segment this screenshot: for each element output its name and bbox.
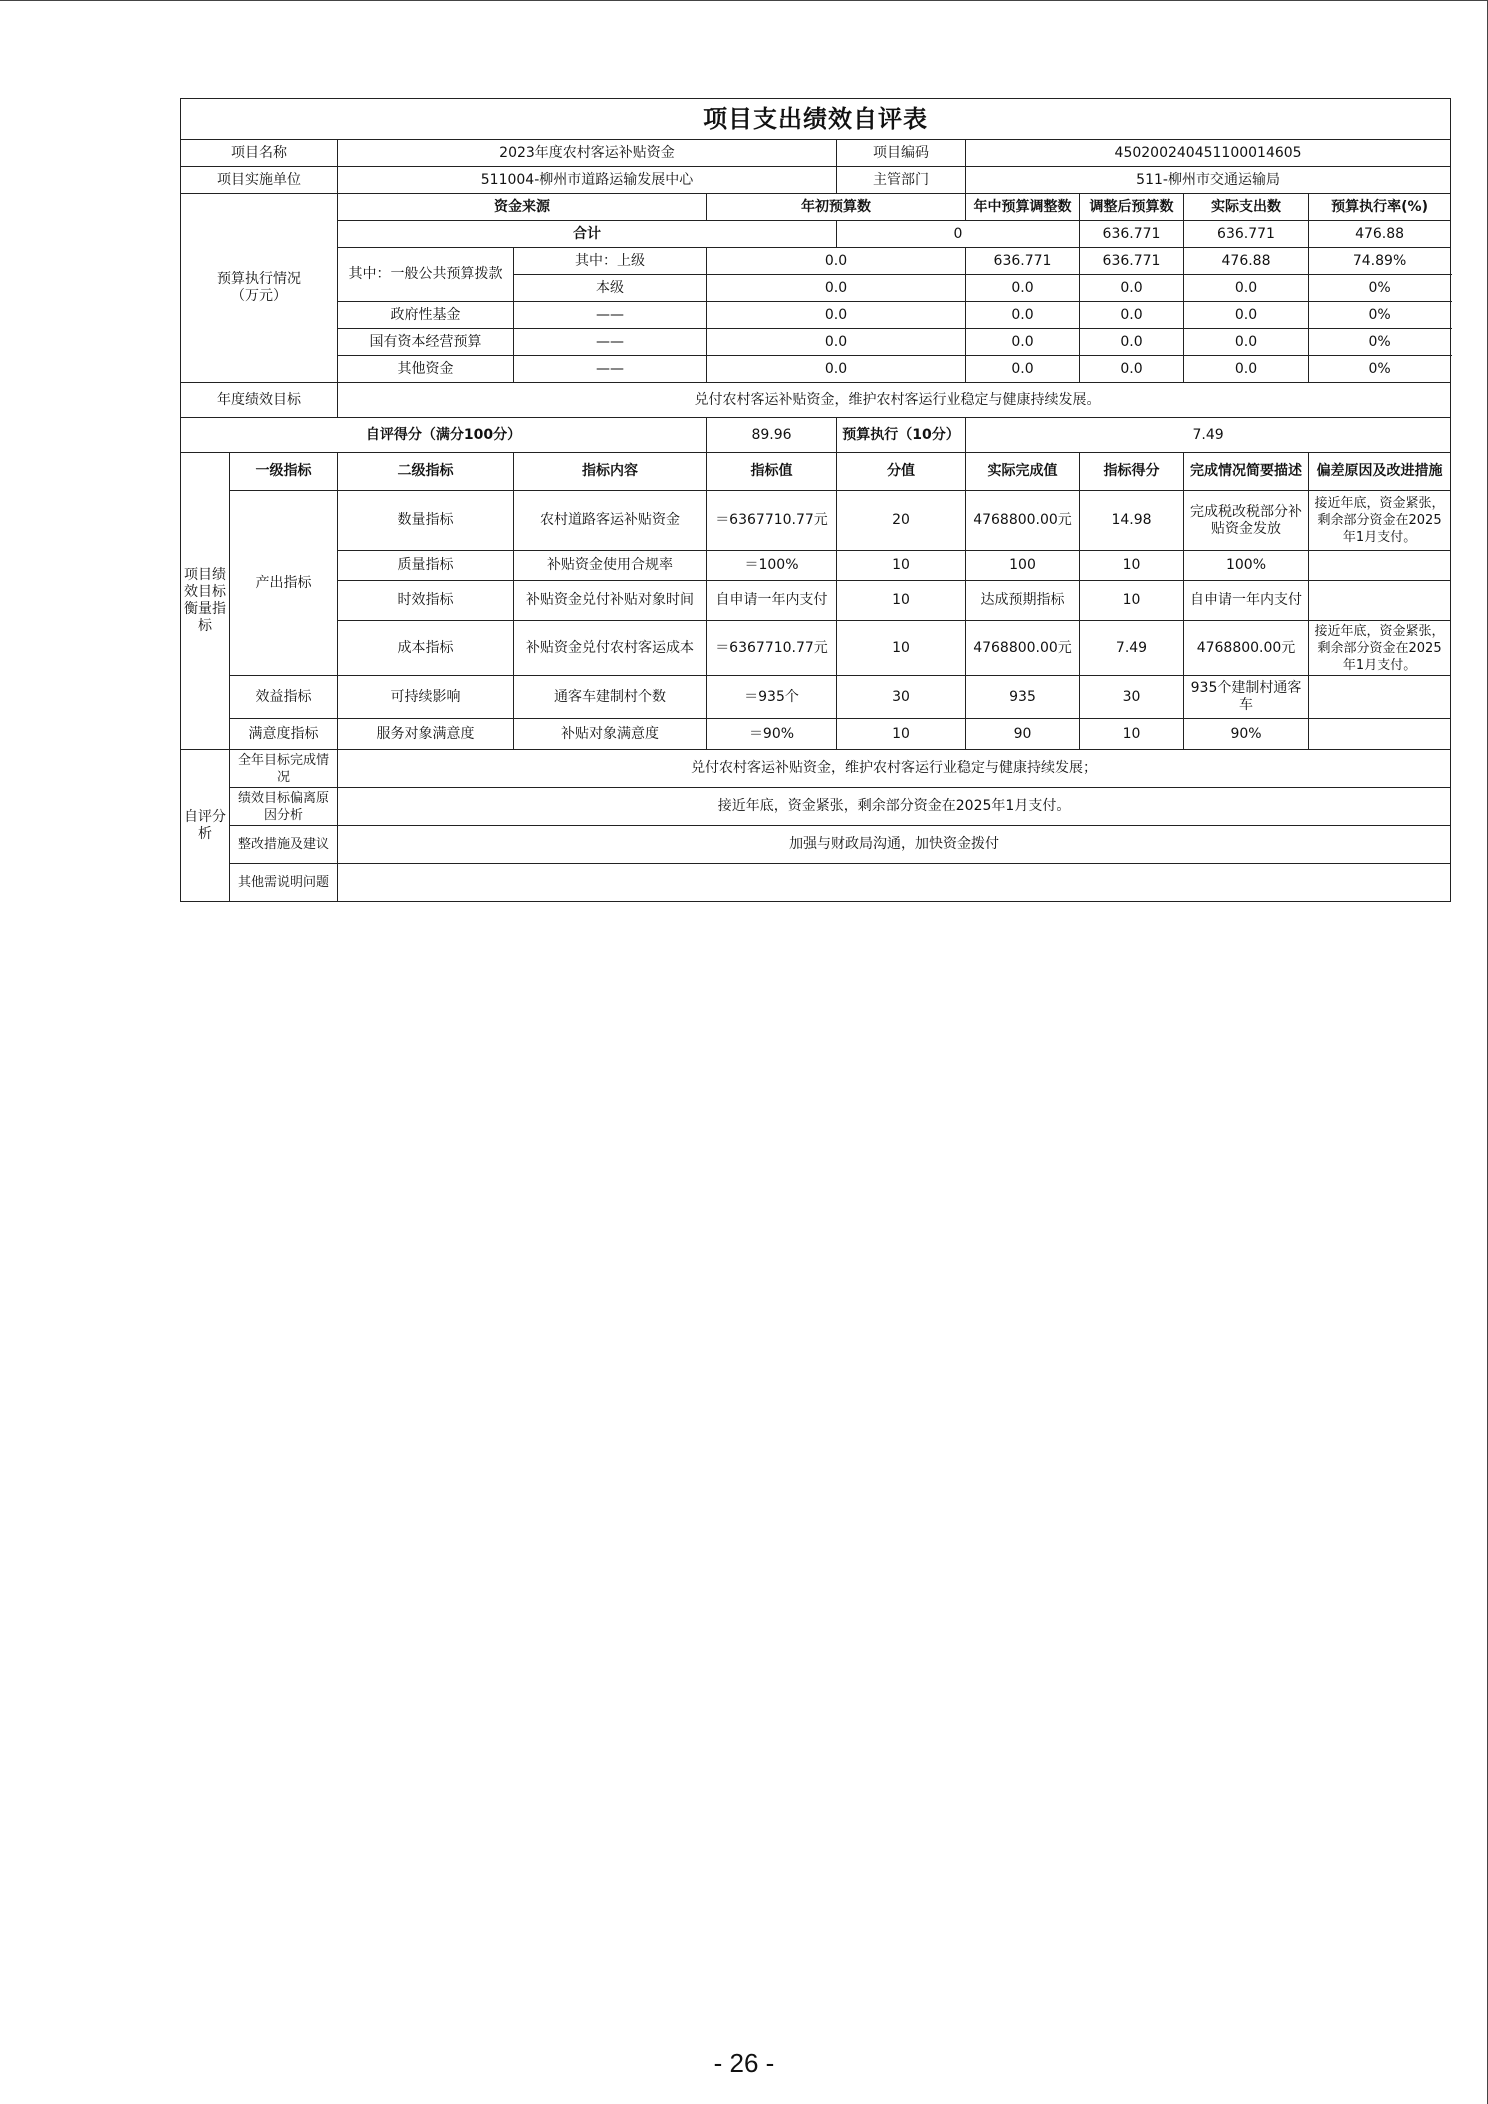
upper-rate: 74.89% (1309, 248, 1451, 275)
unit-label: 项目实施单位 (181, 167, 338, 194)
gov-fund-adjusted: 0.0 (1080, 302, 1184, 329)
self-evaluation-table (180, 98, 1451, 902)
general-budget-label: 其中：一般公共预算拨款 (338, 248, 514, 302)
upper-label: 其中：上级 (514, 248, 707, 275)
total-adjust: 636.771 (1080, 221, 1184, 248)
ind-header-score: 指标得分 (1080, 453, 1184, 491)
ind-row-weight: 10 (837, 551, 966, 581)
project-code: 450200240451100014605 (966, 140, 1451, 167)
analysis-text: 兑付农村客运补贴资金，维护农村客运行业稳定与健康持续发展； (338, 750, 1451, 788)
local-initial: 0.0 (707, 275, 966, 302)
ind-row-level2: 时效指标 (338, 581, 514, 621)
ind-row-reason: 接近年底，资金紧张，剩余部分资金在2025年1月支付。 (1309, 621, 1451, 676)
satisfaction-reason (1309, 719, 1451, 750)
gov-fund-adjust: 0.0 (966, 302, 1080, 329)
satisfaction-actual: 90 (966, 719, 1080, 750)
output-indicator-label: 产出指标 (230, 491, 338, 676)
state-capital-initial: 0.0 (707, 329, 966, 356)
local-actual: 0.0 (1184, 275, 1309, 302)
other-fund-dash: —— (514, 356, 707, 383)
upper-adjust: 636.771 (966, 248, 1080, 275)
benefit-level2: 可持续影响 (338, 676, 514, 719)
ind-row-content: 补贴资金兑付补贴对象时间 (514, 581, 707, 621)
gov-fund-rate: 0% (1309, 302, 1451, 329)
ind-header-level1: 一级指标 (230, 453, 338, 491)
budget-header-rate: 预算执行率(%) (1309, 194, 1451, 221)
annual-goal-label: 年度绩效目标 (181, 383, 338, 418)
satisfaction-score: 10 (1080, 719, 1184, 750)
ind-row-desc: 100% (1184, 551, 1309, 581)
other-fund-adjust: 0.0 (966, 356, 1080, 383)
ind-row-reason: 接近年底，资金紧张，剩余部分资金在2025年1月支付。 (1309, 491, 1451, 551)
ind-row-score: 10 (1080, 551, 1184, 581)
state-capital-adjusted: 0.0 (1080, 329, 1184, 356)
benefit-weight: 30 (837, 676, 966, 719)
ind-row-target: ＝6367710.77元 (707, 621, 837, 676)
satisfaction-level2: 服务对象满意度 (338, 719, 514, 750)
ind-row-actual: 4768800.00元 (966, 621, 1080, 676)
ind-row-content: 补贴资金兑付农村客运成本 (514, 621, 707, 676)
gov-fund-dash: —— (514, 302, 707, 329)
page-number: - 26 - (713, 2048, 775, 2078)
indicator-section-label: 项目绩效目标衡量指标 (181, 453, 230, 750)
ind-row-level2: 数量指标 (338, 491, 514, 551)
analysis-section-label: 自评分析 (181, 750, 230, 902)
analysis-text: 接近年底，资金紧张，剩余部分资金在2025年1月支付。 (338, 788, 1451, 826)
ind-row-actual: 100 (966, 551, 1080, 581)
satisfaction-weight: 10 (837, 719, 966, 750)
ind-row-level2: 质量指标 (338, 551, 514, 581)
form-title: 项目支出绩效自评表 (181, 99, 1451, 140)
benefit-content: 通客车建制村个数 (514, 676, 707, 719)
ind-row-content: 补贴资金使用合规率 (514, 551, 707, 581)
page-top-border (0, 0, 1488, 1)
analysis-text (338, 864, 1451, 902)
other-fund-adjusted: 0.0 (1080, 356, 1184, 383)
self-score-value: 89.96 (707, 418, 837, 453)
benefit-score: 30 (1080, 676, 1184, 719)
benefit-reason (1309, 676, 1451, 719)
ind-row-score: 10 (1080, 581, 1184, 621)
ind-row-desc: 4768800.00元 (1184, 621, 1309, 676)
other-fund-label: 其他资金 (338, 356, 514, 383)
satisfaction-desc: 90% (1184, 719, 1309, 750)
local-rate: 0% (1309, 275, 1451, 302)
analysis-label: 整改措施及建议 (230, 826, 338, 864)
total-adjusted: 636.771 (1184, 221, 1309, 248)
satisfaction-target: ＝90% (707, 719, 837, 750)
analysis-text: 加强与财政局沟通，加快资金拨付 (338, 826, 1451, 864)
state-capital-adjust: 0.0 (966, 329, 1080, 356)
ind-row-weight: 10 (837, 581, 966, 621)
budget-section-label-line2: （万元） (231, 288, 287, 304)
dept-label: 主管部门 (837, 167, 966, 194)
budget-header-adjust: 年中预算调整数 (966, 194, 1080, 221)
budget-section-label-line1: 预算执行情况 (217, 271, 301, 287)
ind-row-desc: 完成税改税部分补贴资金发放 (1184, 491, 1309, 551)
ind-row-weight: 20 (837, 491, 966, 551)
budget-header-source: 资金来源 (338, 194, 707, 221)
ind-row-target: ＝100% (707, 551, 837, 581)
other-fund-rate: 0% (1309, 356, 1451, 383)
budget-section-label (181, 194, 338, 383)
benefit-level1: 效益指标 (230, 676, 338, 719)
gov-fund-initial: 0.0 (707, 302, 966, 329)
state-capital-label: 国有资本经营预算 (338, 329, 514, 356)
upper-initial: 0.0 (707, 248, 966, 275)
other-fund-actual: 0.0 (1184, 356, 1309, 383)
project-code-label: 项目编码 (837, 140, 966, 167)
ind-header-level2: 二级指标 (338, 453, 514, 491)
ind-row-level2: 成本指标 (338, 621, 514, 676)
ind-header-content: 指标内容 (514, 453, 707, 491)
ind-row-score: 7.49 (1080, 621, 1184, 676)
ind-row-reason (1309, 551, 1451, 581)
local-label: 本级 (514, 275, 707, 302)
total-actual: 476.88 (1309, 221, 1451, 248)
ind-row-actual: 4768800.00元 (966, 491, 1080, 551)
state-capital-dash: —— (514, 329, 707, 356)
ind-row-reason (1309, 581, 1451, 621)
analysis-label: 绩效目标偏离原因分析 (230, 788, 338, 826)
budget-header-actual: 实际支出数 (1184, 194, 1309, 221)
unit-value: 511004-柳州市道路运输发展中心 (338, 167, 837, 194)
budget-exec-value: 7.49 (966, 418, 1451, 453)
gov-fund-label: 政府性基金 (338, 302, 514, 329)
ind-row-target: ＝6367710.77元 (707, 491, 837, 551)
ind-header-target: 指标值 (707, 453, 837, 491)
local-adjust: 0.0 (966, 275, 1080, 302)
satisfaction-content: 补贴对象满意度 (514, 719, 707, 750)
ind-row-actual: 达成预期指标 (966, 581, 1080, 621)
ind-header-desc: 完成情况简要描述 (1184, 453, 1309, 491)
benefit-desc: 935个建制村通客车 (1184, 676, 1309, 719)
upper-actual: 476.88 (1184, 248, 1309, 275)
benefit-target: ＝935个 (707, 676, 837, 719)
project-name: 2023年度农村客运补贴资金 (338, 140, 837, 167)
other-fund-initial: 0.0 (707, 356, 966, 383)
dept-value: 511-柳州市交通运输局 (966, 167, 1451, 194)
ind-header-actual: 实际完成值 (966, 453, 1080, 491)
analysis-label: 其他需说明问题 (230, 864, 338, 902)
ind-row-weight: 10 (837, 621, 966, 676)
total-label: 合计 (338, 221, 837, 248)
total-initial: 0 (837, 221, 1080, 248)
ind-row-content: 农村道路客运补贴资金 (514, 491, 707, 551)
budget-header-initial: 年初预算数 (707, 194, 966, 221)
state-capital-actual: 0.0 (1184, 329, 1309, 356)
satisfaction-level1: 满意度指标 (230, 719, 338, 750)
state-capital-rate: 0% (1309, 329, 1451, 356)
budget-exec-label: 预算执行（10分） (837, 418, 966, 453)
budget-header-adjusted: 调整后预算数 (1080, 194, 1184, 221)
benefit-actual: 935 (966, 676, 1080, 719)
project-name-label: 项目名称 (181, 140, 338, 167)
annual-goal-text: 兑付农村客运补贴资金，维护农村客运行业稳定与健康持续发展。 (338, 383, 1451, 418)
gov-fund-actual: 0.0 (1184, 302, 1309, 329)
upper-adjusted: 636.771 (1080, 248, 1184, 275)
local-adjusted: 0.0 (1080, 275, 1184, 302)
ind-header-reason: 偏差原因及改进措施 (1309, 453, 1451, 491)
analysis-label: 全年目标完成情况 (230, 750, 338, 788)
ind-row-score: 14.98 (1080, 491, 1184, 551)
ind-row-desc: 自申请一年内支付 (1184, 581, 1309, 621)
ind-header-weight: 分值 (837, 453, 966, 491)
ind-row-target: 自申请一年内支付 (707, 581, 837, 621)
self-score-label: 自评得分（满分100分） (181, 418, 707, 453)
